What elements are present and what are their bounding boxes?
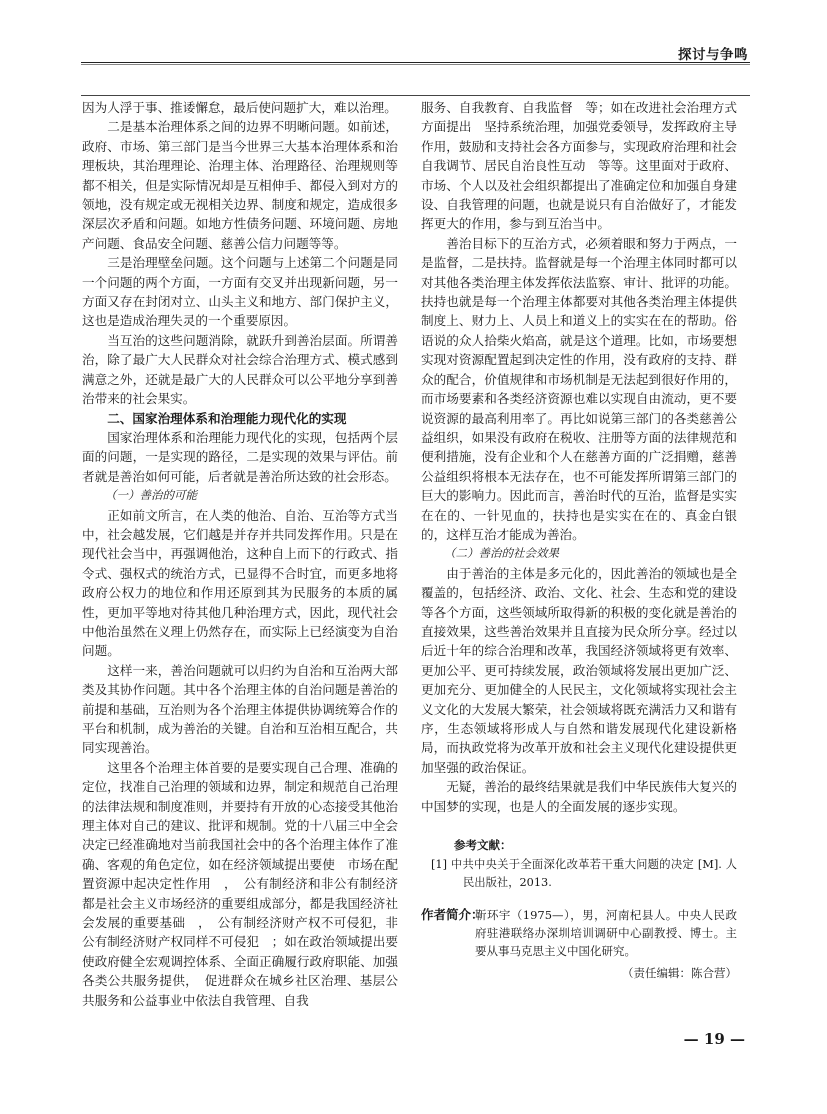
- section-tag: 探讨与争鸣: [678, 47, 748, 63]
- header-rule-thin: [81, 64, 750, 65]
- paragraph: 由于善治的主体是多元化的，因此善治的领域也是全覆盖的，包括经济、政治、文化、社会、生态和党的建设等各个方面，这些领域所取得新的积极的变化就是善治的直接效果，这些善治效果并且直接为民众所分享。经过以后近十年的综合治理和改革，我国经济领域将更有效率、更加公平、更可持续发展，政治领域将发展出更加广泛、更加充分、更加健全的人民民主，文化领域将实现社会主义文化的大发展大繁荣，社会领域将既充满活力又和谐有序，生态领域将形成人与自然和谐发展现代化建设新格局，而执政党将为改革开放和社会主义现代化建设提供更加坚强的政治保证。: [421, 565, 737, 775]
- paragraph: 三是治理壁垒问题。这个问题与上述第二个问题是同一个问题的两个方面，一方面有交叉并出现新问题，另一方面又存在封闭对立、山头主义和地方、部门保护主义，这也是造成治理失灵的一个重要原因。: [82, 255, 398, 329]
- paragraph: 当互治的这些问题消除，就跃升到善治层面。所谓善治，除了最广大人民群众对社会综合治理方式、模式感到满意之外，还就是最广大的人民群众可以公平地分享到善治带来的社会果实。: [82, 332, 398, 407]
- paragraph: 这里各个治理主体首要的是要实现自己合理、准确的定位，找准自己治理的领域和边界，制定和规范自己治理的法律法规和制度准则，并要持有开放的心态接受其他治理主体对自己的建议、批评和规制。党的十八届三中全会决定已经准确地对当前我国社会中的各个治理主体作了准确、客观的角色定位，如在经济领域提出要使 市场在配置资源中起决定性作用 ， 公有制经济和非公有制经济都是社会主义市场经济的重要组成部分，都是我国经济社会发展的重要基础 ， 公有制经济财产权不可侵犯，非公有制经济财产权同样不可侵犯 ；如在政治领域提出要使政府健全宏观调控体系、全面正确履行政府职能、加强各类公共服务提供， 促进群众在城乡社区治理、基层公共服务和公益事业中依法自我管理、自我: [82, 759, 398, 1008]
- header-rule: [81, 62, 750, 63]
- paragraph: 这样一来，善治问题就可以归约为自治和互治两大部类及其协作问题。其中各个治理主体的自治问题是善治的前提和基础，互治则为各个治理主体提供协调统筹合作的平台和机制，成为善治的关键。自治和互治相互配合，共同实现善治。: [82, 662, 398, 756]
- subsection-heading: （二）善治的社会效果: [444, 546, 559, 561]
- paragraph: 正如前文所言，在人类的他治、自治、互治等方式当中，社会越发展，它们越是并存并共同发挥作用。只是在现代社会当中，再强调他治，这种自上而下的行政式、指令式、强权式的统治方式，已显得不合时宜，而更多地将政府公权力的地位和作用还原到其为民服务的本质的属性，更加平等地对待其他几种治理方式，因此，现代社会中他治虽然在义理上仍然存在，而实际上已经演变为自治问题。: [82, 507, 398, 659]
- header-underline: [81, 95, 750, 96]
- section-heading: 二、国家治理体系和治理能力现代化的实现: [107, 410, 347, 426]
- author-label: 作者简介：: [421, 907, 484, 923]
- reference-item: [1] 中共中央关于全面深化改革若干重大问题的决定 [M]. 人民出版社，2013.: [431, 858, 737, 890]
- responsible-editor: （责任编辑：陈合营）: [622, 966, 737, 981]
- paragraph: 善治目标下的互治方式，必须着眼和努力于两点，一是监督，二是扶持。监督就是每一个治理主体同时都可以对其他各类治理主体发挥依法监察、审计、批评的功能。扶持也就是每一个治理主体都要对其他各类治理主体提供制度上、财力上、人员上和道义上的实实在在的帮助。俗语说的众人拾柴火焰高，就是这个道理。比如，市场要想实现对资源配置起到决定性的作用，没有政府的支持、群众的配合，价值规律和市场机制是无法起到很好作用的，而市场要素和各类经济资源也难以实现自由流动，更不要说资源的最高利用率了。再比如说第三部门的各类慈善公益组织，如果没有政府在税收、注册等方面的法律规范和便利措施，没有企业和个人在慈善方面的广泛捐赠，慈善公益组织将根本无法存在，也不可能发挥所谓第三部门的巨大的影响力。因此而言，善治时代的互治，监督是实实在在的、一针见血的，扶持也是实实在在的、真金白银的，这样互治才能成为善治。: [421, 235, 737, 542]
- paragraph: 无疑，善治的最终结果就是我们中华民族伟大复兴的中国梦的实现，也是人的全面发展的逐步实现。: [421, 779, 737, 814]
- page-number: — 19 —: [683, 1030, 745, 1048]
- references: [421, 836, 737, 892]
- right-column: [421, 98, 737, 983]
- left-column: [82, 98, 398, 1010]
- paragraph: 国家治理体系和治理能力现代化的实现，包括两个层面的问题，一是实现的路径，二是实现的效果与评估。前者就是善治如何可能，后者就是善治所达致的社会形态。: [82, 429, 398, 484]
- author-bio: [421, 906, 737, 960]
- subsection-heading: （一）善治的可能: [105, 488, 197, 503]
- paragraph: 二是基本治理体系之间的边界不明晰问题。如前述，政府、市场、第三部门是当今世界三大基本治理体系和治理板块，其治理理论、治理主体、治理路径、治理规则等都不相关，但是实际情况却是互相伸手、都侵入到对方的领地，没有规定或无视相关边界、制度和规定，造成很多深层次矛盾和问题。如地方性债务问题、环境问题、房地产问题、食品安全问题、慈善公信力问题等等。: [82, 119, 398, 251]
- references-title: 参考文献：: [454, 838, 512, 853]
- author-body: 靳环宇（1975—），男，河南杞县人。中央人民政府驻港联络办深圳培训调研中心副教授、博士。主要从事马克思主义中国化研究。: [475, 908, 737, 959]
- paragraph: 服务、自我教育、自我监督 等；如在改进社会治理方式方面提出 坚持系统治理，加强党委领导，发挥政府主导作用，鼓励和支持社会各方面参与，实现政府治理和社会自我调节、居民自治良性互动 等等。这里面对于政府、市场、个人以及社会组织都提出了准确定位和加强自身建设、自我管理的问题，也就是说只有自治做好了，才能发挥更大的作用，参与到互治当中。: [421, 100, 737, 232]
- paragraph: 因为人浮于事、推诿懈怠，最后使问题扩大，难以治理。: [82, 100, 397, 115]
